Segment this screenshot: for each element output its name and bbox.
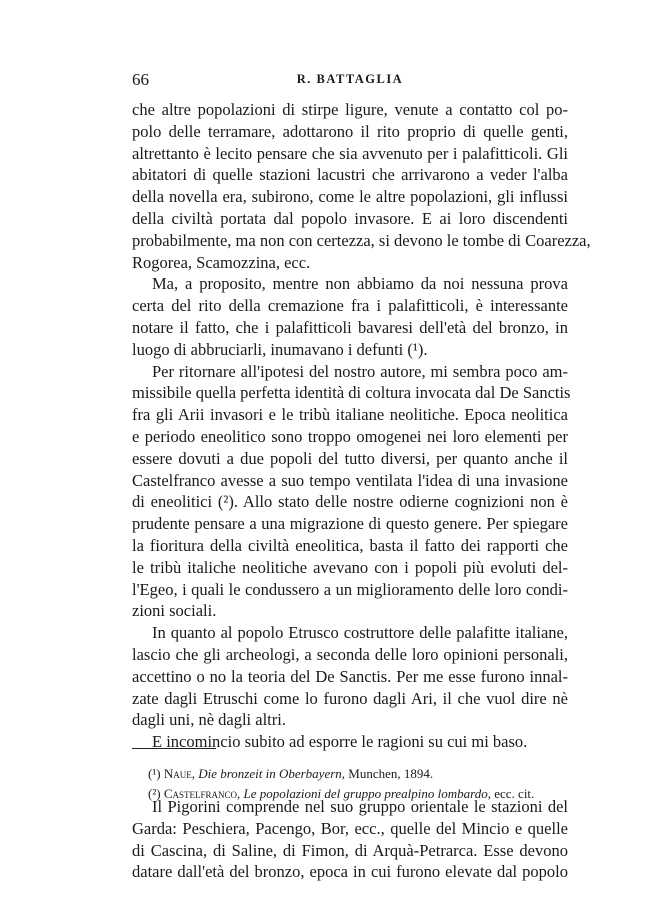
text-line: In quanto al popolo Etrusco costruttore delle palafitte italiane,	[152, 623, 568, 643]
text-line: prudente pensare a una migrazione di questo genere. Per spiegare	[132, 514, 568, 534]
footnote-author: Naue,	[163, 766, 195, 781]
paragraph	[132, 622, 568, 731]
text-line: altrettanto è lecito pensare che sia avvenuto per i palafitticoli. Gli	[132, 143, 568, 163]
text-line: Castelfranco avesse a suo tempo ventilata l'idea di una invasione	[132, 470, 568, 490]
footnote-rest: ecc. cit.	[494, 786, 535, 801]
footnote-rule	[132, 748, 216, 749]
text-line: luogo di abbruciarli, inumavano i defunti (¹).	[132, 339, 428, 359]
text-line: certa del rito della cremazione fra i palafitticoli, è interessante	[132, 296, 568, 316]
text-line: datare dall'età del bronzo, epoca in cui furono elevate dal popolo	[132, 862, 568, 882]
text-line: notare il fatto, che i palafitticoli bavaresi dell'età del bronzo, in	[132, 317, 568, 337]
paragraph	[132, 99, 591, 273]
text-line: E incomincio subito ad esporre le ragioni su cui mi baso.	[152, 732, 528, 752]
text-line: essere dovuti a due popoli del tutto diversi, per quanto anche il	[132, 448, 568, 468]
page-number: 66	[132, 70, 149, 89]
paragraph	[132, 796, 568, 883]
text-line: Rogorea, Scamozzina, ecc.	[132, 252, 311, 272]
page-header	[132, 70, 568, 92]
running-head: R. BATTAGLIA	[296, 72, 404, 86]
text-line: la fioritura della civiltà eneolitica, basta il fatto dei rapporti che	[132, 535, 568, 555]
text-line: che altre popolazioni di stirpe ligure, venute a contatto col po-	[132, 100, 568, 119]
text-line: e periodo eneolitico sono troppo omogenei nei loro elementi per	[132, 426, 568, 446]
text-line: accettino o no la teoria del De Sanctis. Per me esse furono innal-	[132, 666, 568, 686]
paragraph	[132, 361, 571, 623]
footnote	[148, 784, 568, 804]
text-line: zioni sociali.	[132, 601, 217, 621]
text-line: Ma, a proposito, mentre non abbiamo da noi nessuna prova	[152, 274, 568, 294]
footnote-title: Le popolazioni del gruppo prealpino lombardo,	[243, 786, 491, 801]
text-line: polo delle terramare, adottarono il rito proprio di quelle genti,	[132, 121, 568, 141]
text-line: di Cascina, di Saline, di Fimon, di Arquà-Petrarca. Esse devono	[132, 840, 568, 860]
text-line: dagli uni, nè dagli altri.	[132, 710, 286, 730]
text-line: l'Egeo, i quali le condussero a un miglioramento delle loro condi-	[132, 579, 568, 599]
footnote-rest: Munchen, 1894.	[348, 766, 434, 781]
paragraph	[132, 731, 568, 753]
text-line: Il Pigorini comprende nel suo gruppo orientale le stazioni del	[152, 796, 568, 816]
paragraph	[132, 273, 568, 360]
text-line: della novella era, subirono, come le altre popolazioni, gli influssi	[132, 187, 568, 207]
footnote-author: Castelfranco,	[163, 786, 241, 801]
text-line: fra gli Arii invasori e le tribù italiane neolitiche. Epoca neolitica	[132, 405, 568, 425]
text-line: missibile quella perfetta identità di coltura invocata dal De Sanctis	[132, 383, 571, 403]
text-line: della civiltà portata dal popolo invasore. E ai loro discendenti	[132, 208, 568, 228]
text-line: lascio che gli archeologi, a seconda delle loro opinioni personali,	[132, 644, 568, 664]
footnote-title: Die bronzeit in Oberbayern,	[198, 766, 346, 781]
footnote-mark: (²)	[148, 786, 161, 801]
footnote	[148, 764, 568, 784]
text-line: zate dagli Etruschi come lo furono dagli Ari, il che vuol dire nè	[132, 688, 568, 708]
footnote-mark: (¹)	[148, 766, 161, 781]
text-line: Garda: Peschiera, Pacengo, Bor, ecc., quelle del Mincio e quelle	[132, 818, 568, 838]
text-line: di eneolitici (²). Allo stato delle nostre odierne cognizioni non è	[132, 492, 568, 512]
text-line: Per ritornare all'ipotesi del nostro autore, mi sembra poco am-	[152, 361, 568, 381]
text-line: le tribù italiche neolitiche avevano con i popoli più evoluti del-	[132, 557, 568, 577]
footnotes	[148, 764, 568, 804]
text-line: probabilmente, ma non con certezza, si devono le tombe di Coarezza,	[132, 230, 591, 250]
text-line: abitatori di quelle stazioni lacustri che arrivarono a veder l'alba	[132, 165, 568, 185]
